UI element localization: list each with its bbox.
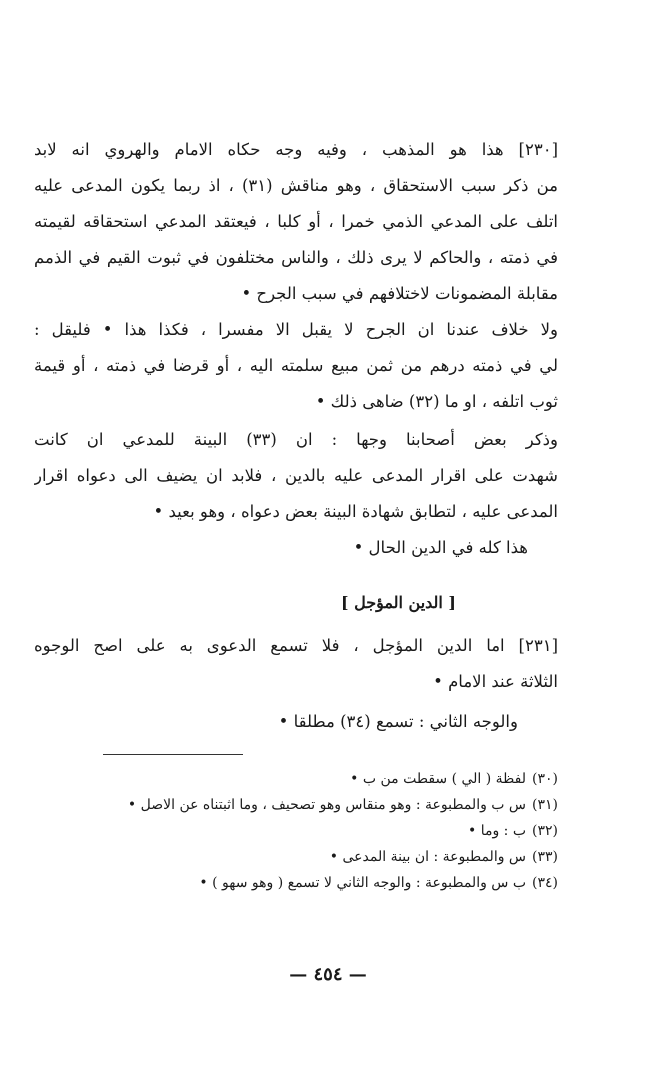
footnotes (34, 766, 558, 896)
footnote-text: س ب والمطبوعة : وهو منقاس وهو تصحيف ، وما اثبتناه عن الاصل • (127, 797, 527, 813)
text-line: شهدت على اقرار المدعى عليه بالدين ، فلابد ان يضيف الى دعواه اقرار (34, 466, 558, 485)
footnote-divider (103, 754, 243, 755)
footnote-text: ب س والمطبوعة : والوجه الثاني لا تسمع ( وهو سهو ) • (199, 875, 527, 891)
text-line: المدعى عليه ، لتطابق شهادة البينة بعض دعواه ، وهو بعيد • (153, 502, 558, 521)
section-heading: [ الدين المؤجل ] (340, 593, 456, 612)
footnote (34, 818, 558, 844)
footnote-number: (٣١) (532, 797, 558, 813)
paragraph-230 (34, 132, 558, 312)
footnote-number: (٣٤) (532, 875, 558, 891)
text-line: [٢٣١] اما الدين المؤجل ، فلا تسمع الدعوى به على اصح الوجوه (34, 636, 558, 655)
footnote (34, 766, 558, 792)
text-line: من ذكر سبب الاستحقاق ، وهو مناقش (٣١) ، اذ ربما يكون المدعى عليه (34, 176, 558, 195)
page-number: — ٤٥٤ — (289, 964, 367, 985)
footnote-number: (٣٢) (532, 823, 558, 839)
footnote-number: (٣٣) (532, 849, 558, 865)
footnote (34, 870, 558, 896)
text-line: لي في ذمته درهم من ثمن مبيع سلمته اليه ، أو قرضا في ذمته ، أو قيمة (34, 356, 558, 375)
paragraph-second-aspect (34, 704, 558, 740)
text-line: مقابلة المضمونات لاختلافهم في سبب الجرح • (241, 284, 558, 303)
paragraph-231 (34, 628, 558, 700)
text-line: والوجه الثاني : تسمع (٣٤) مطلقا • (278, 712, 518, 731)
text-line: ثوب اتلفه ، او ما (٣٢) ضاهى ذلك • (315, 392, 558, 411)
text-line: الثلاثة عند الامام • (433, 672, 558, 691)
paragraph-no-dispute (34, 312, 558, 420)
text-line: وذكر بعض أصحابنا وجها : ان (٣٣) البينة للمدعي ان كانت (34, 430, 558, 449)
footnote-text: لفظة ( الي ) سقطت من ب • (350, 771, 527, 787)
footnote-text: ب : وما • (467, 823, 527, 839)
text-line: [٢٣٠] هذا هو المذهب ، وفيه وجه حكاه الامام والهروي انه لابد (34, 140, 558, 159)
text-line: ولا خلاف عندنا ان الجرح لا يقبل الا مفسرا ، فكذا هذا • فليقل : (34, 320, 558, 339)
footnote (34, 792, 558, 818)
text-line: في ذمته ، والحاكم لا يرى ذلك ، والناس مختلفون في ثبوت القيم في الذمم (34, 248, 558, 267)
footnote (34, 844, 558, 870)
footnote-number: (٣٠) (532, 771, 558, 787)
text-line: اتلف على المدعي الذمي خمرا ، أو كلبا ، فيعتقد المدعي استحقاقه لقيمته (34, 212, 558, 231)
footnote-text: س والمطبوعة : ان بينة المدعى • (329, 849, 527, 865)
text-line: هذا كله في الدين الحال • (353, 538, 528, 557)
paragraph-some-companions (34, 422, 558, 566)
